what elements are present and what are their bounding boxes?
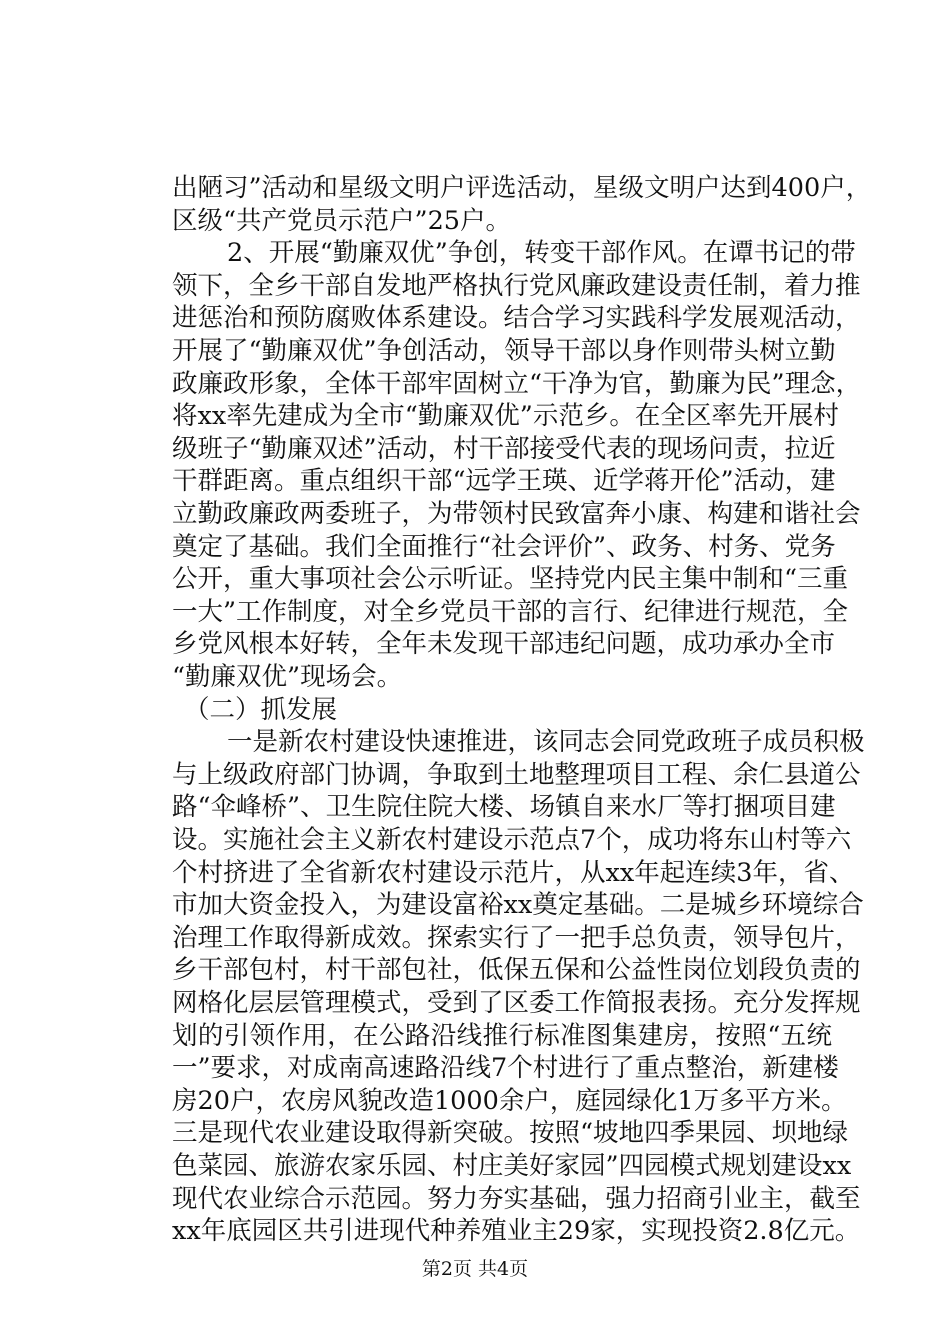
paragraph-line: 划的引领作用，在公路沿线推行标准图集建房，按照“五统: [172, 1020, 832, 1051]
paragraph-line: 政廉政形象，全体干部牢固树立“干净为官，勤廉为民”理念，: [172, 368, 862, 399]
paragraph-line: 房20户，农房风貌改造1000余户，庭园绿化1万多平方米。: [172, 1085, 847, 1116]
paragraph-line: 区级“共产党员示范户”25户。: [172, 205, 512, 236]
paragraph-line: 乡干部包村，村干部包社，低保五保和公益性岗位划段负责的: [172, 955, 861, 986]
paragraph-line: 个村挤进了全省新农村建设示范片，从xx年起连续3年，省、: [172, 857, 855, 888]
paragraph-line: 治理工作取得新成效。探索实行了一把手总负责，领导包片，: [172, 922, 861, 953]
paragraph-line: xx年底园区共引进现代种养殖业主29家，实现投资2.8亿元。: [172, 1216, 861, 1247]
paragraph-line: 三是现代农业建设取得新突破。按照“坡地四季果园、坝地绿: [172, 1118, 849, 1149]
paragraph-line: 一”要求，对成南高速路沿线7个村进行了重点整治，新建楼: [172, 1053, 839, 1084]
paragraph-line: 设。实施社会主义新农村建设示范点7个，成功将东山村等六: [172, 825, 852, 855]
paragraph-line: 进惩治和预防腐败体系建设。结合学习实践科学发展观活动，: [172, 303, 861, 334]
paragraph-line: 公开，重大事项社会公示听证。坚持党内民主集中制和“三重: [172, 564, 849, 595]
paragraph-line: 与上级政府部门协调，争取到土地整理项目工程、余仁县道公: [172, 759, 861, 790]
paragraph-line: 立勤政廉政两委班子，为带领村民致富奔小康、构建和谐社会: [172, 499, 861, 529]
paragraph-line: 路“伞峰桥”、卫生院住院大楼、场镇自来水厂等打捆项目建: [172, 792, 836, 823]
paragraph-line: 乡党风根本好转，全年未发现干部违纪问题，成功承办全市: [172, 629, 836, 660]
paragraph-line: 级班子“勤廉双述”活动，村干部接受代表的现场问责，拉近: [172, 433, 836, 464]
paragraph-line: 奠定了基础。我们全面推行“社会评价”、政务、村务、党务: [172, 531, 836, 562]
paragraph-line: 出陋习”活动和星级文明户评选活动，星级文明户达到400户，: [172, 173, 872, 203]
page-footer: 第2页 共4页: [421, 1258, 529, 1280]
paragraph-line: 色菜园、旅游农家乐园、村庄美好家园”四园模式规划建设xx: [172, 1151, 852, 1181]
paragraph-line: 网格化层层管理模式，受到了区委工作简报表扬。充分发挥规: [172, 988, 861, 1018]
paragraph-line: 现代农业综合示范园。努力夯实基础，强力招商引业主，截至: [172, 1183, 861, 1214]
paragraph-line: 一是新农村建设快速推进，该同志会同党政班子成员积极: [227, 727, 865, 758]
paragraph-line: 开展了“勤廉双优”争创活动，领导干部以身作则带头树立勤: [172, 336, 836, 366]
paragraph-line: “勤廉双优”现场会。: [172, 662, 403, 692]
paragraph-line: 将xx率先建成为全市“勤廉双优”示范乡。在全区率先开展村: [172, 401, 839, 432]
paragraph-line: 2、开展“勤廉双优”争创，转变干部作风。在谭书记的带: [227, 238, 856, 269]
paragraph-line: 一大”工作制度，对全乡党员干部的言行、纪律进行规范，全: [172, 596, 849, 627]
section-heading: （二）抓发展: [184, 694, 338, 725]
paragraph-line: 干群距离。重点组织干部“远学王瑛、近学蒋开伦”活动，建: [172, 466, 836, 497]
paragraph-line: 市加大资金投入，为建设富裕xx奠定基础。二是城乡环境综合: [172, 890, 864, 921]
paragraph-line: 领下，全乡干部自发地严格执行党风廉政建设责任制，着力推: [172, 270, 861, 301]
